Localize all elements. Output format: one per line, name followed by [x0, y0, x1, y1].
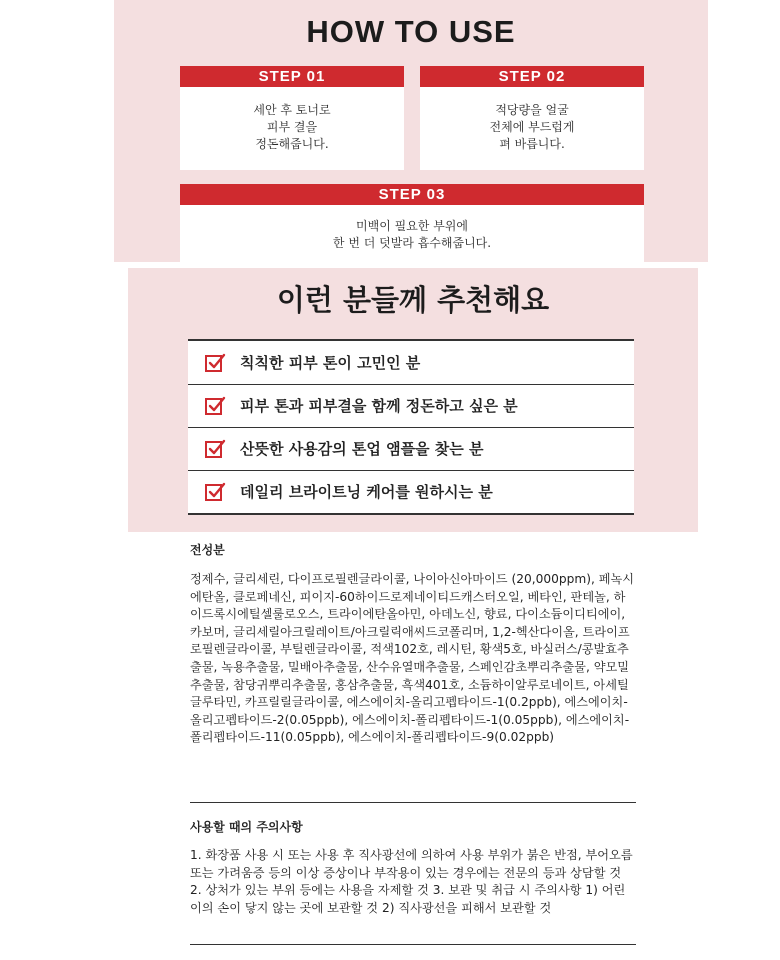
step-02-label: STEP 02	[420, 66, 644, 87]
step-02-text: 적당량을 얼굴 전체에 부드럽게 펴 바릅니다.	[489, 103, 575, 151]
checkbox-checked-icon	[204, 395, 226, 417]
ingredients-title: 전성분	[190, 543, 225, 557]
caution-text: 1. 화장품 사용 시 또는 사용 후 직사광선에 의하여 사용 부위가 붉은 반점, 부어오름 또는 가려움증 등의 이상 증상이나 부작용이 있는 경우에는 전문의 등과 상담할 것 2. 상처가 있는 부위 등에는 사용을 자제할 것 3. 보관 및 취급 시 주의사항 1) 어린이의 손이 닿지 않는 곳에 보관할 것 2) 직사광선을 피해서 보관할 것	[190, 848, 633, 915]
step-03-text: 미백이 필요한 부위에 한 번 더 덧발라 흡수해줍니다.	[332, 219, 492, 250]
checkbox-checked-icon	[204, 352, 226, 374]
step-02-card	[420, 66, 644, 170]
recommend-item-text: 칙칙한 피부 톤이 고민인 분	[240, 354, 421, 372]
step-03-card	[180, 184, 644, 262]
step-01-card	[180, 66, 404, 170]
how-to-use-panel	[114, 0, 708, 262]
checkbox-checked-icon	[204, 438, 226, 460]
recommend-list	[188, 339, 634, 515]
ingredients-text: 정제수, 글리세린, 다이프로필렌글라이콜, 나이아신아마이드 (20,000ppm), 페녹시에탄올, 클로페네신, 피이지-60하이드로제네이티드캐스터오일, 베타인, 판테놀, 하이드록시에틸셀룰로오스, 트라이에탄올아민, 아데노신, 향료, 다이소듐이디티에이, 카보머, 글리세릴아크릴레이트/아크릴릭애씨드코폴리머, 1,2-헥산다이올, 트라이프로필렌글라이콜, 부틸렌글라이콜, 적색102호, 레시틴, 황색5호, 바실러스/콩발효추출물, 녹용추출물, 밀배아추출물, 산수유열매추출물, 스페인감초뿌리추출물, 약모밀추출물, 참당귀뿌리추출물, 홍삼추출물, 흑색401호, 소듐하이알루로네이트, 아세틸글루타민, 카프릴릴글라이콜, 에스에이치-올리고펩타이드-1(0.2ppb), 에스에이치-올리고펩타이드-2(0.05ppb), 에스에이치-폴리펩타이드-1(0.05ppb), 에스에이치-폴리펩타이드-11(0.05ppb), 에스에이치-폴리펩타이드-9(0.02ppb)	[190, 572, 635, 745]
recommend-item	[188, 341, 634, 385]
divider	[190, 944, 636, 945]
ingredients-section	[190, 541, 636, 747]
step-01-label: STEP 01	[180, 66, 404, 87]
recommend-item	[188, 470, 634, 513]
checkbox-checked-icon	[204, 481, 226, 503]
caution-title: 사용할 때의 주의사항	[190, 820, 303, 834]
recommend-item	[188, 384, 634, 428]
how-to-use-title: HOW TO USE	[306, 14, 516, 49]
recommend-item-text: 산뜻한 사용감의 톤업 앰플을 찾는 분	[240, 440, 484, 458]
recommend-item-text: 피부 톤과 피부결을 함께 정돈하고 싶은 분	[240, 397, 518, 415]
recommend-item-text: 데일리 브라이트닝 케어를 원하시는 분	[240, 483, 493, 501]
divider	[190, 802, 636, 803]
recommend-title: 이런 분들께 추천해요	[276, 283, 550, 317]
recommend-item	[188, 427, 634, 471]
caution-section	[190, 818, 636, 917]
recommend-panel	[128, 268, 698, 532]
step-01-text: 세안 후 토너로 피부 결을 정돈해줍니다.	[253, 103, 331, 151]
step-03-label: STEP 03	[180, 184, 644, 205]
